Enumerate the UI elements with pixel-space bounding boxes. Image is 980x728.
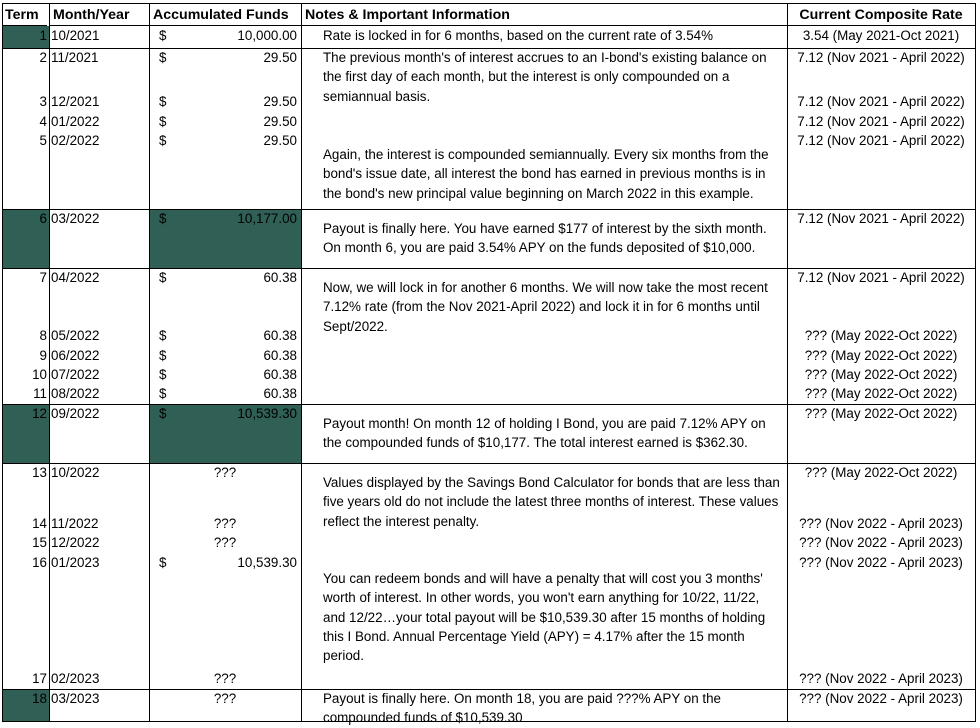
term-cell: 1: [39, 28, 47, 43]
note-text: Payout is finally here. You have earned $177 of interest by the sixth month. On month 6, you are paid 3.54% APY on the funds deposited of $10,000.: [323, 221, 767, 256]
month-cell: 05/2022: [51, 328, 100, 343]
dollar-sign: $: [159, 406, 167, 421]
rate-cell: ??? (May 2022-Oct 2022): [804, 386, 958, 401]
funds-cell: ???: [213, 535, 237, 550]
note-text: Again, the interest is compounded semiannually. Every six months from the bond's issue date, all interest the bond has earned in previous months is in the bond's new principal value beginning on March 2022 in this example.: [323, 147, 769, 201]
note-text: Payout month! On month 12 of holding I Bond, you are paid 7.12% APY on the compounded funds of $10,177. The total interest earned is $362.30.: [323, 416, 766, 451]
funds-cell: 10,177.00: [237, 211, 297, 226]
note-text: Now, we will lock in for another 6 months. We will now take the most recent 7.12% rate (from the Nov 2021-April 2022) and lock it in for 6 months until Sept/2022.: [323, 280, 768, 334]
term-cell: 5: [39, 133, 47, 148]
month-cell: 06/2022: [51, 348, 100, 363]
rate-cell: ??? (May 2022-Oct 2022): [804, 367, 958, 382]
funds-cell: ???: [213, 465, 237, 480]
note-text: You can redeem bonds and will have a penalty that will cost you 3 months' worth of interest. In other words, you won't earn anything for 10/22, 11/22, and 12/22…your total payout will be $10,539.30 after 15 months of holding this I Bond. Annual Percentage Yield (APY) = 4.17% after the 15 month period.: [323, 571, 766, 664]
funds-cell: 29.50: [263, 50, 297, 65]
dollar-sign: $: [159, 328, 167, 343]
rate-cell: 7.12 (Nov 2021 - April 2022): [797, 50, 965, 65]
note-text: Rate is locked in for 6 months, based on the current rate of 3.54%: [323, 28, 714, 43]
note-text: Payout is finally here. On month 18, you are paid ???% APY on the compounded funds of $10,539.30: [323, 691, 722, 726]
month-cell: 04/2022: [51, 270, 100, 285]
rate-cell: ??? (May 2022-Oct 2022): [804, 465, 958, 480]
funds-cell: 10,539.30: [237, 406, 297, 421]
funds-cell: ???: [213, 691, 237, 706]
dollar-sign: $: [159, 555, 167, 570]
term-cell: 14: [32, 516, 47, 531]
header-term: Term: [3, 4, 47, 26]
header-accumulated-funds: Accumulated Funds: [149, 4, 301, 26]
term-cell: 9: [39, 348, 47, 363]
term-cell: 8: [39, 328, 47, 343]
month-cell: 01/2022: [51, 114, 100, 129]
funds-cell: 60.38: [263, 328, 297, 343]
rate-cell: ??? (Nov 2022 - April 2023): [799, 555, 963, 570]
month-cell: 01/2023: [51, 555, 100, 570]
funds-cell: 29.50: [263, 114, 297, 129]
funds-cell: ???: [213, 671, 237, 686]
header-notes: Notes & Important Information: [301, 4, 787, 26]
rate-cell: ??? (May 2022-Oct 2022): [804, 406, 958, 421]
funds-cell: 60.38: [263, 367, 297, 382]
month-cell: 09/2022: [51, 406, 100, 421]
month-cell: 10/2022: [51, 465, 100, 480]
dollar-sign: $: [159, 348, 167, 363]
rate-cell: ??? (Nov 2022 - April 2023): [799, 516, 963, 531]
rate-cell: ??? (Nov 2022 - April 2023): [799, 691, 963, 706]
term-cell: 3: [39, 94, 47, 109]
dollar-sign: $: [159, 94, 167, 109]
funds-cell: 10,539.30: [237, 555, 297, 570]
term-cell: 10: [32, 367, 47, 382]
term-cell: 2: [39, 50, 47, 65]
rate-cell: 7.12 (Nov 2021 - April 2022): [797, 94, 965, 109]
rate-cell: ??? (May 2022-Oct 2022): [804, 328, 958, 343]
funds-cell: ???: [213, 516, 237, 531]
bond-table: [2, 3, 976, 726]
funds-cell: 60.38: [263, 270, 297, 285]
dollar-sign: $: [159, 114, 167, 129]
term-cell: 15: [32, 535, 47, 550]
funds-cell: 29.50: [263, 133, 297, 148]
dollar-sign: $: [159, 270, 167, 285]
month-cell: 02/2023: [51, 671, 100, 686]
month-cell: 12/2021: [51, 94, 100, 109]
funds-cell: 60.38: [263, 348, 297, 363]
term-cell: 7: [39, 270, 47, 285]
funds-cell: 60.38: [263, 386, 297, 401]
month-cell: 03/2022: [51, 211, 100, 226]
term-cell: 4: [39, 114, 47, 129]
rate-cell: 3.54 (May 2021-Oct 2021): [802, 28, 960, 43]
dollar-sign: $: [159, 50, 167, 65]
dollar-sign: $: [159, 367, 167, 382]
note-text: The previous month's of interest accrues to an I-bond's existing balance on the first day of each month, but the interest is only compounded on a semiannual basis.: [323, 50, 767, 104]
dollar-sign: $: [159, 133, 167, 148]
header-month-year: Month/Year: [49, 4, 149, 26]
month-cell: 08/2022: [51, 386, 100, 401]
dollar-sign: $: [159, 211, 167, 226]
rate-cell: 7.12 (Nov 2021 - April 2022): [797, 114, 965, 129]
term-cell: 13: [32, 465, 47, 480]
column-divider: [301, 4, 302, 721]
dollar-sign: $: [159, 386, 167, 401]
rate-cell: ??? (May 2022-Oct 2022): [804, 348, 958, 363]
term-cell: 16: [32, 555, 47, 570]
month-cell: 11/2021: [51, 50, 99, 65]
funds-cell: 10,000.00: [237, 28, 297, 43]
column-divider: [49, 4, 50, 721]
rate-cell: 7.12 (Nov 2021 - April 2022): [797, 270, 965, 285]
term-cell: 12: [32, 406, 47, 421]
rate-cell: 7.12 (Nov 2021 - April 2022): [797, 211, 965, 226]
term-cell: 6: [39, 211, 47, 226]
column-divider: [149, 4, 150, 721]
funds-cell: 29.50: [263, 94, 297, 109]
header-composite-rate: Current Composite Rate: [787, 4, 975, 26]
note-text: Values displayed by the Savings Bond Calculator for bonds that are less than five years old do not include the latest three months of interest. These values reflect the interest penalty.: [323, 475, 780, 529]
term-cell: 17: [32, 671, 47, 686]
rate-cell: ??? (Nov 2022 - April 2023): [799, 671, 963, 686]
month-cell: 11/2022: [51, 516, 99, 531]
term-cell: 18: [32, 691, 47, 706]
month-cell: 07/2022: [51, 367, 100, 382]
month-cell: 02/2022: [51, 133, 100, 148]
month-cell: 03/2023: [51, 691, 100, 706]
month-cell: 10/2021: [51, 28, 100, 43]
rate-cell: ??? (Nov 2022 - April 2023): [799, 535, 963, 550]
dollar-sign: $: [159, 28, 167, 43]
month-cell: 12/2022: [51, 535, 100, 550]
term-cell: 11: [33, 386, 47, 401]
rate-cell: 7.12 (Nov 2021 - April 2022): [797, 133, 965, 148]
